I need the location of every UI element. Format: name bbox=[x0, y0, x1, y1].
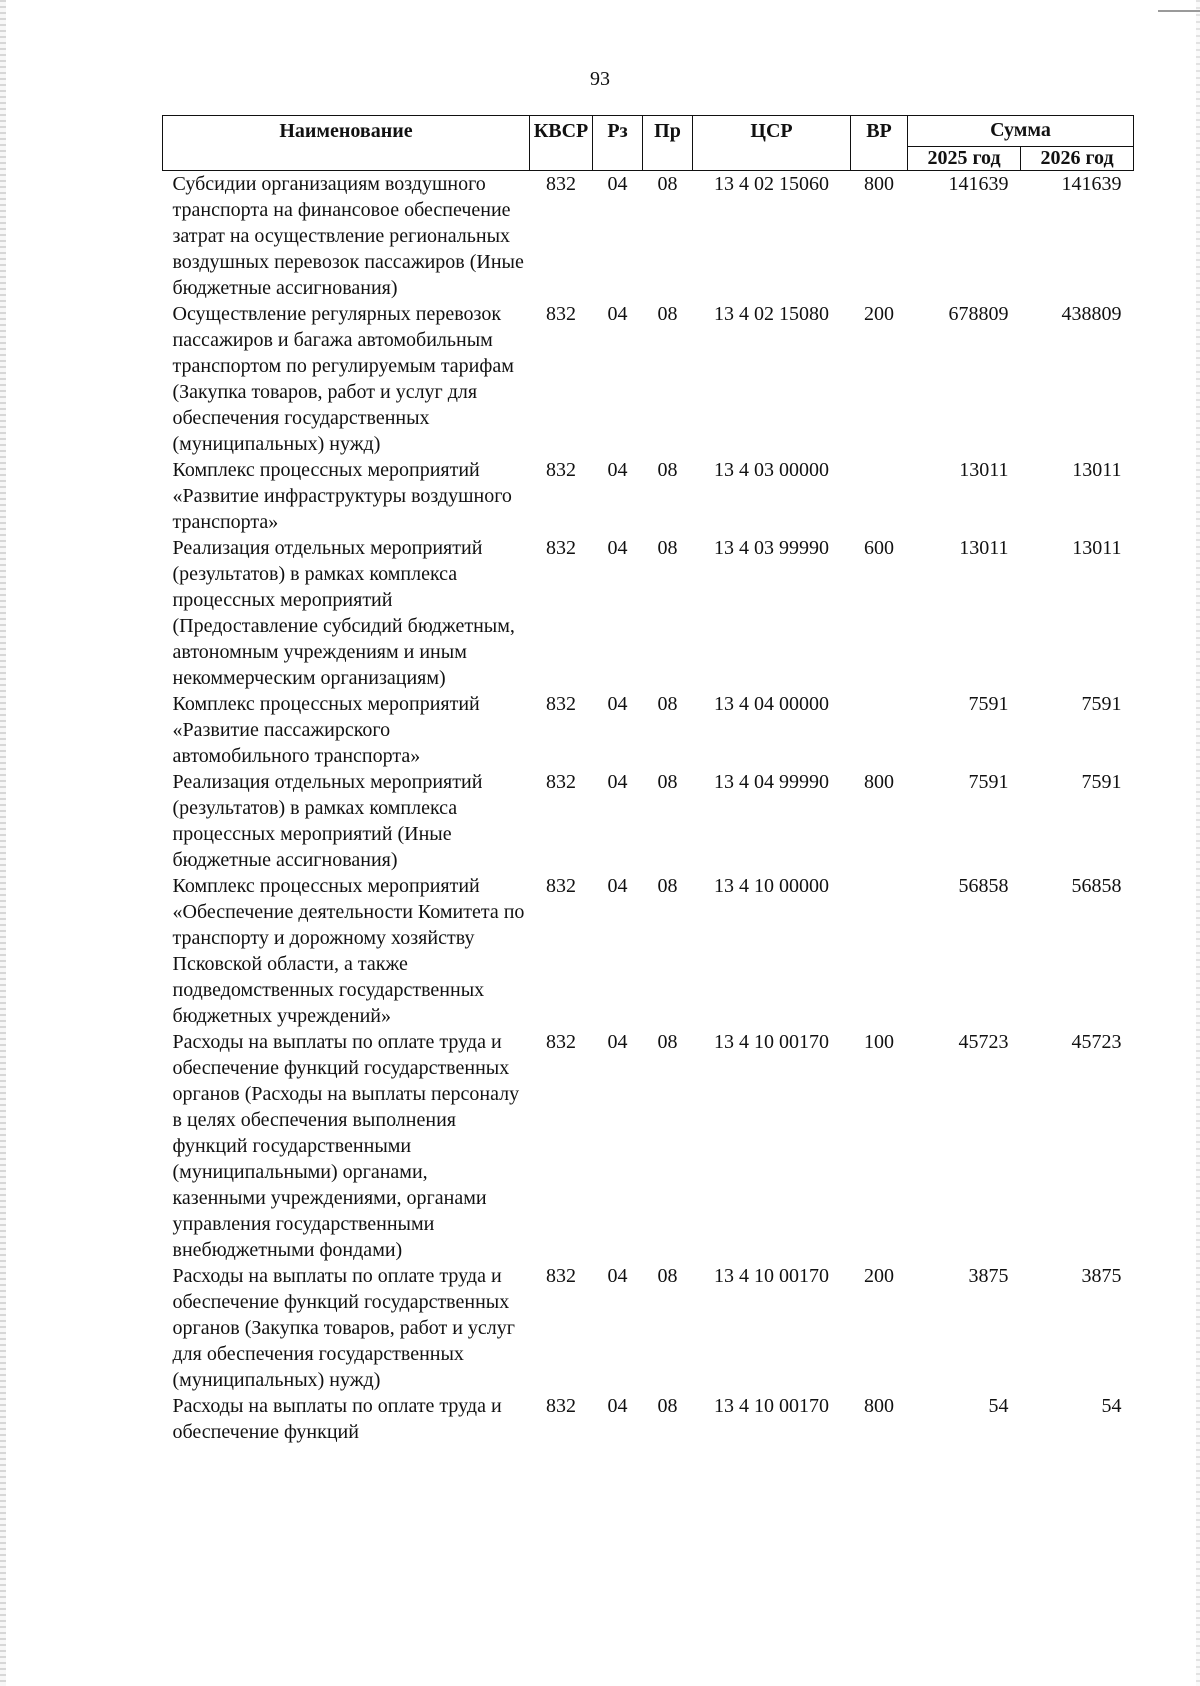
row-amount-2025: 13011 bbox=[959, 459, 1009, 481]
row-vr: 800 bbox=[864, 771, 894, 793]
row-vr bbox=[851, 691, 908, 769]
row-csr: 13 4 10 00000 bbox=[714, 875, 829, 897]
row-vr bbox=[851, 873, 908, 1029]
header-name: Наименование bbox=[163, 116, 530, 171]
row-csr: 13 4 03 99990 bbox=[714, 537, 829, 559]
header-sum: Сумма bbox=[908, 116, 1134, 147]
row-amount-2025: 56858 bbox=[958, 875, 1009, 897]
row-rz: 04 bbox=[607, 1265, 628, 1287]
row-kvsr: 832 bbox=[546, 875, 576, 897]
header-year-2026: 2026 год bbox=[1021, 146, 1134, 170]
row-vr: 600 bbox=[864, 537, 894, 559]
row-rz: 04 bbox=[607, 1395, 628, 1417]
row-kvsr: 832 bbox=[546, 1031, 576, 1053]
row-name: Комплекс процессных мероприятий «Обеспечение деятельности Комитета по транспорту и дорожному хозяйству Псковской области, а также подведомственных государственных бюджетных учреждений» bbox=[172, 875, 525, 1027]
row-csr: 13 4 10 00170 bbox=[714, 1265, 829, 1287]
row-csr: 13 4 04 99990 bbox=[714, 771, 829, 793]
row-amount-2026: 7591 bbox=[1081, 693, 1122, 715]
row-kvsr: 832 bbox=[546, 173, 576, 195]
row-pr: 08 bbox=[657, 1031, 678, 1053]
row-kvsr: 832 bbox=[546, 1395, 576, 1417]
row-name: Расходы на выплаты по оплате труда и обеспечение функций bbox=[172, 1395, 502, 1443]
row-pr: 08 bbox=[657, 693, 678, 715]
row-amount-2026: 56858 bbox=[1071, 875, 1122, 897]
scan-left-edge bbox=[0, 0, 6, 1686]
page-number: 93 bbox=[590, 68, 610, 90]
scan-right-edge bbox=[1196, 0, 1200, 1686]
row-amount-2026: 45723 bbox=[1071, 1031, 1122, 1053]
row-amount-2025: 3875 bbox=[968, 1265, 1009, 1287]
table-row bbox=[163, 457, 1134, 535]
table-header bbox=[163, 116, 1134, 171]
row-rz: 04 bbox=[607, 771, 628, 793]
row-rz: 04 bbox=[607, 875, 628, 897]
budget-table bbox=[162, 115, 1134, 1445]
row-csr: 13 4 02 15080 bbox=[714, 303, 829, 325]
row-pr: 08 bbox=[657, 173, 678, 195]
row-rz: 04 bbox=[607, 693, 628, 715]
row-amount-2026: 7591 bbox=[1081, 771, 1122, 793]
row-amount-2025: 141639 bbox=[948, 173, 1009, 195]
header-rz: Рз bbox=[593, 116, 643, 171]
row-amount-2025: 13011 bbox=[959, 537, 1009, 559]
row-rz: 04 bbox=[607, 459, 628, 481]
header-year-2025: 2025 год bbox=[908, 146, 1021, 170]
row-vr bbox=[851, 457, 908, 535]
scan-corner-mark bbox=[1158, 10, 1200, 12]
table-row bbox=[163, 301, 1134, 457]
row-amount-2025: 7591 bbox=[968, 771, 1009, 793]
table-body bbox=[163, 171, 1134, 1446]
row-csr: 13 4 10 00170 bbox=[714, 1031, 829, 1053]
row-vr: 800 bbox=[864, 173, 894, 195]
table-row bbox=[163, 535, 1134, 691]
row-name: Расходы на выплаты по оплате труда и обеспечение функций государственных органов (Закупка товаров, работ и услуг для обеспечения государственных (муниципальных) нужд) bbox=[172, 1265, 515, 1391]
row-csr: 13 4 03 00000 bbox=[714, 459, 829, 481]
row-rz: 04 bbox=[607, 173, 628, 195]
header-pr: Пр bbox=[643, 116, 693, 171]
row-kvsr: 832 bbox=[546, 537, 576, 559]
row-pr: 08 bbox=[657, 537, 678, 559]
row-amount-2026: 13011 bbox=[1072, 459, 1122, 481]
row-name: Реализация отдельных мероприятий (результатов) в рамках комплекса процессных мероприятий (Иные бюджетные ассигнования) bbox=[172, 771, 483, 871]
table-row bbox=[163, 1029, 1134, 1263]
row-amount-2025: 678809 bbox=[948, 303, 1009, 325]
row-vr: 800 bbox=[864, 1395, 894, 1417]
table-row bbox=[163, 873, 1134, 1029]
row-name: Осуществление регулярных перевозок пассажиров и багажа автомобильным транспортом по регулируемым тарифам (Закупка товаров, работ и услуг для обеспечения государственных (муниципальных) нужд) bbox=[172, 303, 514, 455]
row-amount-2025: 7591 bbox=[968, 693, 1009, 715]
row-amount-2025: 45723 bbox=[958, 1031, 1009, 1053]
row-name: Субсидии организациям воздушного транспорта на финансовое обеспечение затрат на осуществление региональных воздушных перевозок пассажиров (Иные бюджетные ассигнования) bbox=[172, 173, 524, 299]
row-pr: 08 bbox=[657, 1265, 678, 1287]
table-row bbox=[163, 1393, 1134, 1445]
row-amount-2026: 438809 bbox=[1061, 303, 1122, 325]
row-csr: 13 4 02 15060 bbox=[714, 173, 829, 195]
row-name: Расходы на выплаты по оплате труда и обеспечение функций государственных органов (Расходы на выплаты персоналу в целях обеспечения выполнения функций государственными (муниципальными) органами, казенными учреждениями, органами управления государственными внебюджетными фондами) bbox=[172, 1031, 520, 1261]
header-kvsr: КВСР bbox=[530, 116, 593, 171]
row-vr: 200 bbox=[864, 303, 894, 325]
row-pr: 08 bbox=[657, 771, 678, 793]
row-rz: 04 bbox=[607, 1031, 628, 1053]
row-csr: 13 4 10 00170 bbox=[714, 1395, 829, 1417]
row-amount-2026: 13011 bbox=[1072, 537, 1122, 559]
row-vr: 200 bbox=[864, 1265, 894, 1287]
row-pr: 08 bbox=[657, 875, 678, 897]
row-pr: 08 bbox=[657, 303, 678, 325]
row-rz: 04 bbox=[607, 303, 628, 325]
header-csr: ЦСР bbox=[693, 116, 851, 171]
table-row bbox=[163, 171, 1134, 302]
row-kvsr: 832 bbox=[546, 459, 576, 481]
row-pr: 08 bbox=[657, 459, 678, 481]
row-amount-2025: 54 bbox=[988, 1395, 1009, 1417]
row-kvsr: 832 bbox=[546, 693, 576, 715]
row-name: Комплекс процессных мероприятий «Развитие инфраструктуры воздушного транспорта» bbox=[172, 459, 512, 533]
row-kvsr: 832 bbox=[546, 771, 576, 793]
row-name: Комплекс процессных мероприятий «Развитие пассажирского автомобильного транспорта» bbox=[172, 693, 480, 767]
table-row bbox=[163, 1263, 1134, 1393]
row-name: Реализация отдельных мероприятий (результатов) в рамках комплекса процессных мероприятий (Предоставление субсидий бюджетным, автономным учреждениям и иным некоммерческим организациям) bbox=[172, 537, 515, 689]
header-vr: ВР bbox=[851, 116, 908, 171]
table-row bbox=[163, 691, 1134, 769]
row-amount-2026: 141639 bbox=[1061, 173, 1122, 195]
row-amount-2026: 54 bbox=[1101, 1395, 1122, 1417]
row-pr: 08 bbox=[657, 1395, 678, 1417]
row-kvsr: 832 bbox=[546, 1265, 576, 1287]
row-rz: 04 bbox=[607, 537, 628, 559]
table-row bbox=[163, 769, 1134, 873]
row-csr: 13 4 04 00000 bbox=[714, 693, 829, 715]
row-vr: 100 bbox=[864, 1031, 894, 1053]
row-kvsr: 832 bbox=[546, 303, 576, 325]
row-amount-2026: 3875 bbox=[1081, 1265, 1122, 1287]
